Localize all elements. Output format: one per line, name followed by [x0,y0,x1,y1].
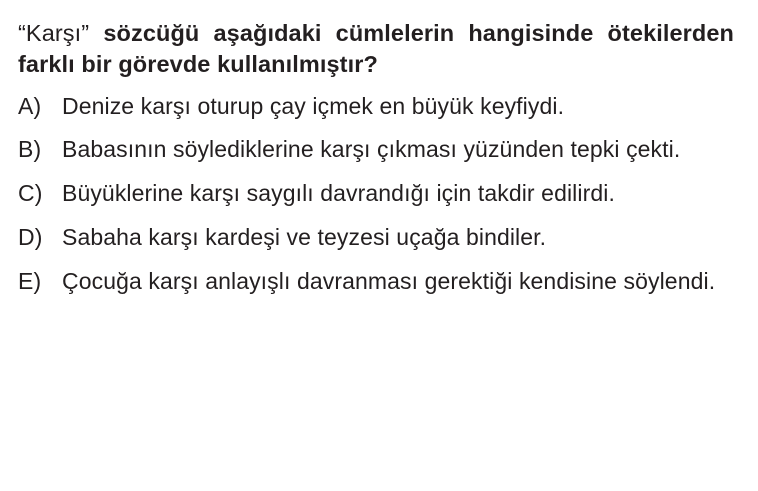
question-stem-rest: sözcüğü aşağıdaki cümlelerin hangisinde ötekilerden farklı bir görevde kullanılmıştır? [18,20,734,78]
option-e[interactable] [18,266,734,297]
question-quoted-word: “Karşı” [18,20,90,46]
option-d-letter: D) [18,223,43,250]
option-a-letter: A) [18,92,42,119]
option-c-text: Büyüklerine karşı saygılı davrandığı için takdir edilirdi. [62,180,615,207]
option-c[interactable] [18,178,734,209]
option-e-letter: E) [18,267,42,294]
option-d-text: Sabaha karşı kardeşi ve teyzesi uçağa bindiler. [62,223,547,250]
option-b[interactable] [18,134,734,165]
option-d[interactable] [18,222,734,253]
option-b-letter: B) [18,136,42,163]
option-e-text: Çocuğa karşı anlayışlı davranması gerektiği kendisine söylendi. [62,267,716,294]
option-a[interactable] [18,91,734,122]
option-b-text: Babasının söylediklerine karşı çıkması yüzünden tepki çekti. [62,136,681,163]
option-a-text: Denize karşı oturup çay içmek en büyük keyfiydi. [62,92,565,119]
options-list [18,91,736,297]
question-stem [18,18,734,81]
option-c-letter: C) [18,180,43,207]
